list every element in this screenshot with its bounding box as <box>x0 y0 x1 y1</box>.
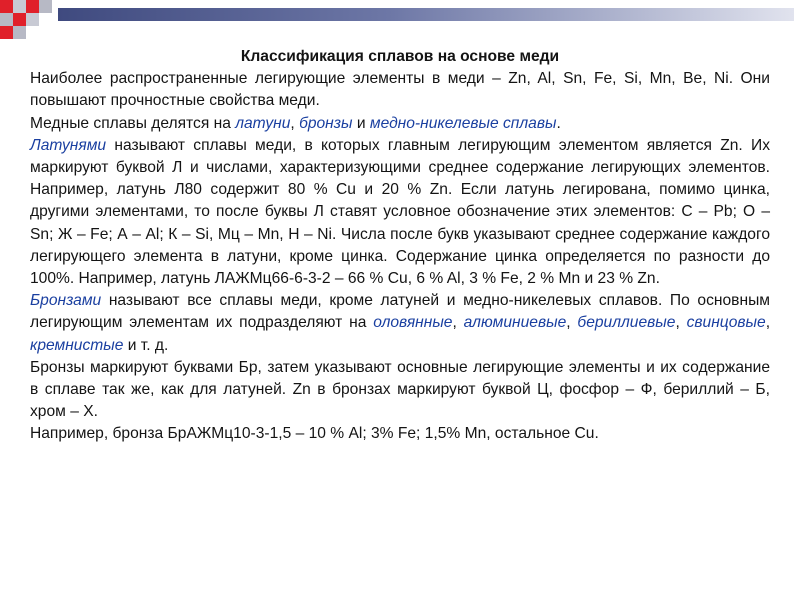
term-brass: латуни <box>235 114 291 132</box>
paragraph-bronze-marking: Бронзы маркируют буквами Бр, затем указывают основные легирующие элементы и их содержание в сплаве так же, как для латуней. Zn в бронзах маркируют буквой Ц, фосфор – Ф, бериллий – Б, хром – Х. <box>30 358 770 421</box>
paragraph-brass <box>30 135 770 290</box>
text: , <box>452 314 464 332</box>
text: , <box>290 114 300 132</box>
text: , <box>765 314 771 332</box>
term-bronze: бронзы <box>299 114 353 132</box>
text: и т. д. <box>123 336 169 354</box>
brass-description: называют сплавы меди, в которых главным легирующим элементом является Zn. Их маркируют буквой Л и числами, характеризующими среднее содержание легирующих элементов. Например, латунь Л80 содержит 80 % Cu и 20 % Zn. Если латунь легирована, помимо цинка, другими элементами, то после буквы Л ставят условное обозначение этих элементов: С – Pb; О – Sn; Ж – Fe; А – Al; К – Si, Мц – Mn, Н – Ni. Числа после букв указывают среднее содержание каждого легирующего элемента в латуни, кроме цинка. Содержание цинка определяется по разности до 100%. Например, латунь ЛАЖМц66-6-3-2 – 66 % Cu, 6 % Al, 3 % Fe, 2 % Mn и 23 % Zn. <box>30 136 770 288</box>
paragraph-bronze-example: Например, бронза БрАЖМц10-3-1,5 – 10 % Al; 3% Fe; 1,5% Mn, остальное Cu. <box>30 425 599 443</box>
slide-title: Классификация сплавов на основе меди <box>240 48 560 65</box>
paragraph-alloying-elements: Наиболее распространенные легирующие элементы в меди – Zn, Al, Sn, Fe, Si, Mn, Be, Ni. Они повышают прочностные свойства меди. <box>30 70 770 110</box>
term-aluminium: алюминиевые <box>463 314 567 332</box>
term-tin: оловянные <box>373 314 453 332</box>
header-gradient-bar <box>58 8 794 21</box>
term-silicon: кремнистые <box>30 336 124 354</box>
term-bronzes: Бронзами <box>30 292 102 310</box>
term-brasses: Латунями <box>30 136 107 154</box>
paragraph-alloy-types <box>30 113 770 135</box>
bronze-description: называют все сплавы меди, кроме латуней и медно-никелевых сплавов. По основным легирующим элементам их подразделяют на <box>30 292 770 332</box>
text: и <box>352 114 370 132</box>
term-copper-nickel: медно-никелевые сплавы <box>369 114 557 132</box>
corner-checker-decoration <box>0 0 60 40</box>
text: , <box>566 314 578 332</box>
paragraph-bronze <box>30 290 770 357</box>
text: . <box>556 114 561 132</box>
slide-content <box>30 46 770 446</box>
text: Медные сплавы делятся на <box>30 114 236 132</box>
term-beryllium: бериллиевые <box>577 314 676 332</box>
term-lead: свинцовые <box>686 314 766 332</box>
text: , <box>675 314 687 332</box>
